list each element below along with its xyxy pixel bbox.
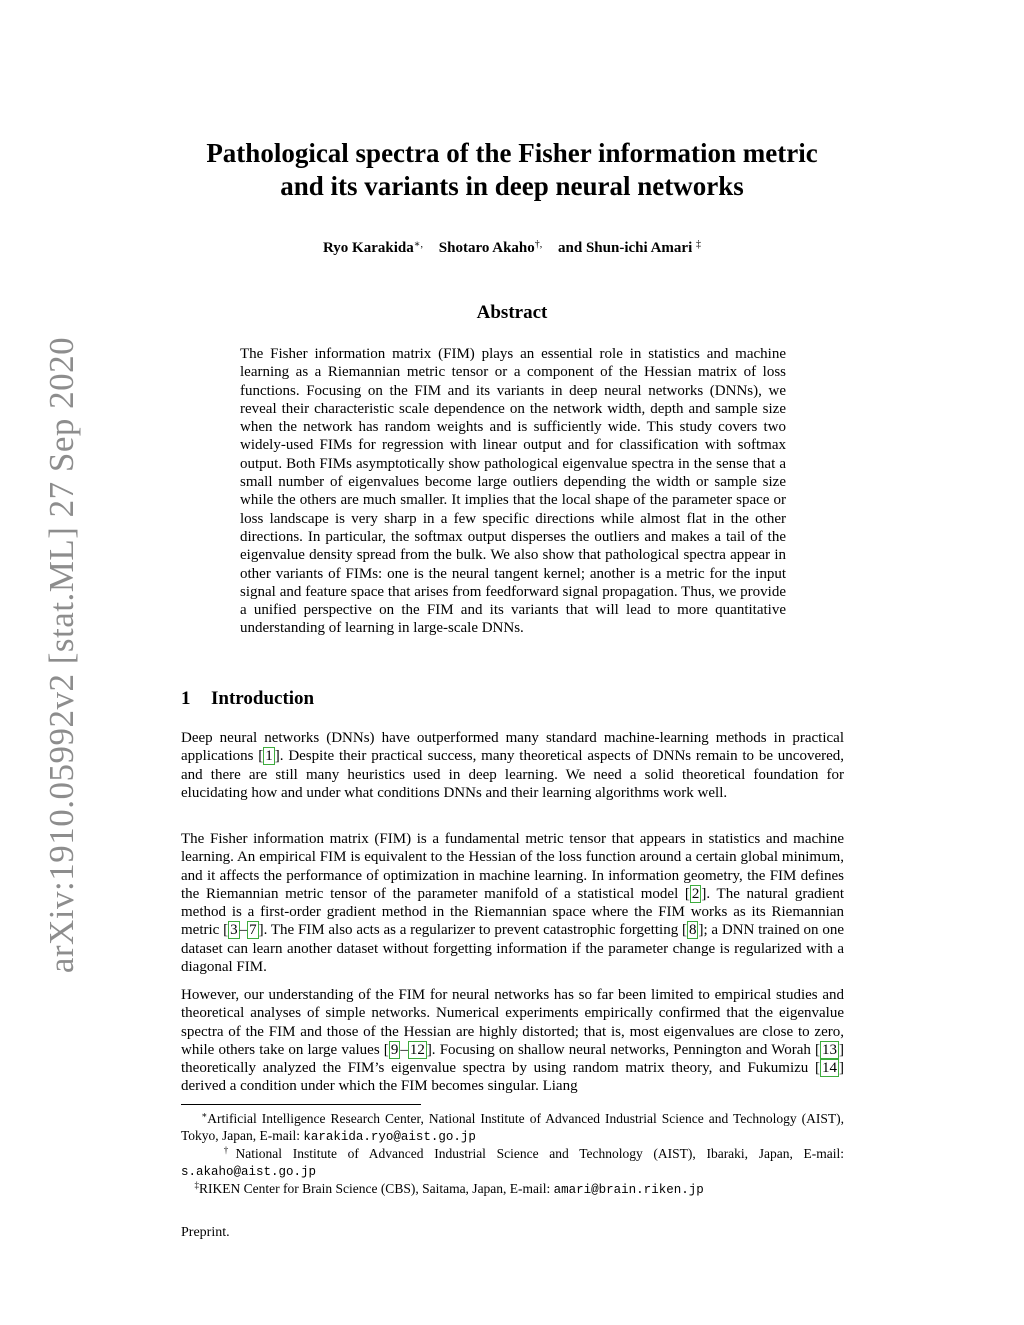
footnote-1: ∗Artificial Intelligence Research Center, National Institute of Advanced Industrial Science and Technology (AIST), Tokyo, Japan, E-mail: karakida.ryo@aist.go.jp — [181, 1110, 844, 1144]
author-name: and Shun-ichi Amari — [558, 240, 693, 256]
citation-link[interactable]: 9 — [390, 1041, 399, 1058]
intro-paragraph-2: The Fisher information matrix (FIM) is a fundamental metric tensor that appears in statistics and machine learning. An empirical FIM is equivalent to the Hessian of the loss function around a certain global minimum, and it affects the performance of optimization in machine learning. In information geometry, the FIM defines the Riemannian metric tensor of the parameter manifold of a statistical model [ 2 ]. The natural gradient method is a first-order gradient method in the Riemannian space where the FIM works as its Riemannian metric [ 3 – 7 ]. The FIM also acts as a regularizer to prevent catastrophic forgetting [ 8 ]; a DNN trained on one dataset can learn another dataset without forgetting information if the parameter change is regularized with a diagonal FIM. — [181, 831, 844, 976]
section-heading — [181, 688, 314, 710]
citation-link[interactable]: 3 — [230, 922, 238, 939]
abstract-heading: Abstract — [476, 302, 548, 323]
paper-title — [150, 137, 874, 203]
preprint-footer: Preprint. — [181, 1225, 230, 1240]
author-affiliation-mark: ‡ — [696, 239, 701, 250]
citation-link[interactable]: 13 — [822, 1041, 837, 1058]
footnote-divider — [181, 1104, 421, 1105]
email-link[interactable]: s.akaho@aist.go.jp — [181, 1165, 317, 1179]
citation-link[interactable]: 12 — [409, 1041, 425, 1058]
section-title: Introduction — [211, 688, 315, 709]
abstract-body: The Fisher information matrix (FIM) plays an essential role in statistics and machine learning as a Riemannian metric tensor or a component of the Hessian matrix of loss functions. Focusing on the FIM and its variants in deep neural networks (DNNs), we reveal their characteristic scale dependence on the network width, depth and sample size when the network has random weights and is sufficiently wide. This study covers two widely-used FIMs for regression with linear output and for classification with softmax output. Both FIMs asymptotically show pathological eigenvalue spectra in the sense that a small number of eigenvalues become large outliers depending the width or sample size while the others are much smaller. It implies that the local shape of the parameter space or loss landscape is very sharp in a few specific directions while almost flat in the other directions. In particular, the softmax output disperses the outliers and makes a tail of the eigenvalue density spread from the bulk. We also show that pathological spectra appear in other variants of FIMs: one is the neural tangent kernel; another is a metric for the input signal and feature space that arises from feedforward signal propagation. Thus, we provide a unified perspective on the FIM and its variants that will lead to more quantitative understanding of learning in large-scale DNNs. — [240, 346, 786, 637]
footnote-2: †National Institute of Advanced Industrial Science and Technology (AIST), Ibaraki, Japan, E-mail: s.akaho@aist.go.jp — [181, 1145, 845, 1179]
author-list — [150, 235, 874, 258]
citation-link[interactable]: 8 — [688, 922, 697, 939]
email-link[interactable]: karakida.ryo@aist.go.jp — [303, 1130, 476, 1144]
citation-link[interactable]: 2 — [691, 885, 700, 902]
citation-link[interactable]: 7 — [249, 922, 257, 939]
paper-title-line-2: and its variants in deep neural networks — [280, 171, 744, 201]
paper-title-line-1: Pathological spectra of the Fisher information metric — [206, 138, 818, 168]
footnote-mark: ‡ — [194, 1180, 199, 1190]
author-affiliation-mark: ∗, — [413, 239, 424, 250]
author-affiliation-mark: †, — [534, 239, 543, 250]
footnote-mark: ∗ — [201, 1110, 208, 1120]
intro-paragraph-3: However, our understanding of the FIM for neural networks has so far been limited to empirical studies and theoretical analyses of simple networks. Numerical experiments empirically confirmed that the eigenvalue spectra of the FIM and those of the Hessian are highly distorted; that is, most eigenvalues are close to zero, while others take on large values [ 9 – 12 ]. Focusing on shallow neural networks, Pennington and Worah [ 13 ] theoretically analyzed the FIM’s eigenvalue spectra by using random matrix theory, and Fukumizu [ 14 ] derived a condition under which the FIM becomes singular. Liang — [181, 987, 844, 1095]
arxiv-identifier-text: arXiv:1910.05992v2 [stat.ML] 27 Sep 2020 — [42, 336, 81, 974]
author-name: Shotaro Akaho — [438, 240, 535, 256]
author-name: Ryo Karakida — [322, 240, 414, 256]
footnote-3: ‡RIKEN Center for Brain Science (CBS), Saitama, Japan, E-mail: amari@brain.riken.jp — [194, 1180, 704, 1197]
citation-link[interactable]: 14 — [822, 1060, 837, 1077]
footnote-mark: † — [223, 1145, 236, 1155]
citation-link[interactable]: 1 — [265, 748, 273, 765]
intro-paragraph-1: Deep neural networks (DNNs) have outperformed many standard machine-learning methods in practical applications [ 1 ]. Despite their practical success, many theoretical aspects of DNNs remain to be uncovered, and there are still many heuristics used in deep learning. We need a solid theoretical foundation for elucidating how and under what conditions DNNs and their learning algorithms work well. — [181, 730, 844, 801]
email-link[interactable]: amari@brain.riken.jp — [553, 1183, 704, 1197]
section-number: 1 — [181, 688, 191, 709]
